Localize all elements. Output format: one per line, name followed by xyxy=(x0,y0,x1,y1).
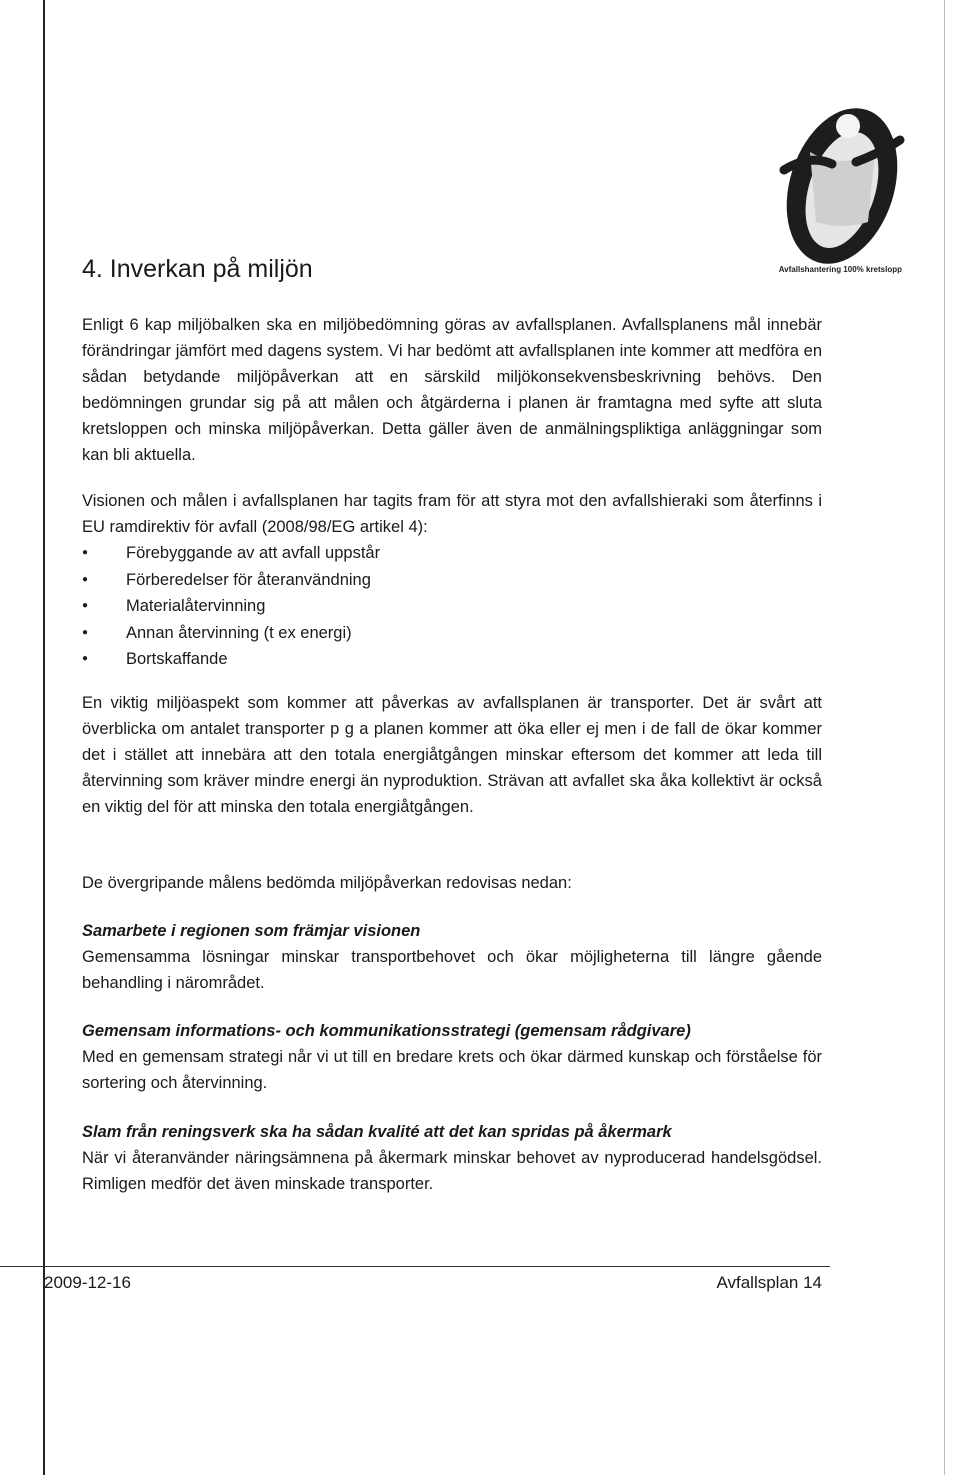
list-item: ● Förebyggande av att avfall uppstår xyxy=(82,540,822,567)
goal-title: Slam från reningsverk ska ha sådan kvalité att det kan spridas på åkermark xyxy=(82,1123,672,1141)
goal-text: När vi återanvänder näringsämnena på åkermark minskar behovet av nyproducerad handelsgödsel. Rimligen medför det även minskade transporter. xyxy=(82,1149,822,1193)
list-item: ● Annan återvinning (t ex energi) xyxy=(82,620,822,647)
recycling-figure-logo xyxy=(770,82,908,272)
paragraph-summary xyxy=(82,870,822,896)
goal-section-region xyxy=(82,918,822,996)
goal-text: Gemensamma lösningar minskar transportbehovet och ökar möjligheterna till längre gående behandling i närområdet. xyxy=(82,948,822,992)
scan-border-left xyxy=(43,0,45,1475)
paragraph-transport xyxy=(82,690,822,820)
footer-date: 2009-12-16 xyxy=(44,1273,131,1292)
list-item: ● Bortskaffande xyxy=(82,646,822,673)
goal-section-communication xyxy=(82,1018,822,1096)
paragraph-text: En viktig miljöaspekt som kommer att påverkas av avfallsplanen är transporter. Det är svårt att överblicka om antalet transporter p g a planen kommer att öka eller ej men i de fall de ökar kommer det i stället att innebära att den totala energiåtgången minskar eftersom det kommer att leda till återvinning som kräver mindre energi än nyproduktion. Strävan att avfallet ska åka kollektivt är också en viktig del för att minska den totala energiåtgången. xyxy=(82,694,822,816)
list-item: ● Materialåtervinning xyxy=(82,593,822,620)
paragraph-text: Visionen och målen i avfallsplanen har tagits fram för att styra mot den avfallshieraki som återfinns i EU ramdirektiv för avfall (2008/98/EG artikel 4): xyxy=(82,492,822,536)
paragraph-text: De övergripande målens bedömda miljöpåverkan redovisas nedan: xyxy=(82,874,572,892)
scan-border-right xyxy=(944,0,945,1475)
paragraph-intro xyxy=(82,312,822,468)
section-heading: 4. Inverkan på miljön xyxy=(82,255,313,283)
paragraph-hierarchy xyxy=(82,488,822,673)
waste-hierarchy-list xyxy=(82,540,822,673)
footer-page-label: Avfallsplan 14 xyxy=(716,1273,822,1292)
goal-title: Samarbete i regionen som främjar visionen xyxy=(82,922,421,940)
list-item: ● Förberedelser för återanvändning xyxy=(82,567,822,594)
logo-caption: Avfallshantering 100% kretslopp xyxy=(778,265,902,274)
goal-section-sludge xyxy=(82,1119,822,1197)
footer-divider xyxy=(0,1266,830,1267)
goal-title: Gemensam informations- och kommunikationsstrategi (gemensam rådgivare) xyxy=(82,1022,691,1040)
paragraph-text: Enligt 6 kap miljöbalken ska en miljöbedömning göras av avfallsplanen. Avfallsplanens mål innebär förändringar jämfört med dagens system. Vi har bedömt att avfallsplanen inte kommer att medföra en sådan betydande miljöpåverkan att en särskild miljökonsekvensbeskrivning behövs. Den bedömningen grundar sig på att målen och åtgärderna i planen är framtagna med syfte att sluta kretsloppen och minska miljöpåverkan. Detta gäller även de anmälningspliktiga anläggningar som kan bli aktuella. xyxy=(82,316,822,464)
goal-text: Med en gemensam strategi når vi ut till en bredare krets och ökar därmed kunskap och förståelse för sortering och återvinning. xyxy=(82,1048,822,1092)
